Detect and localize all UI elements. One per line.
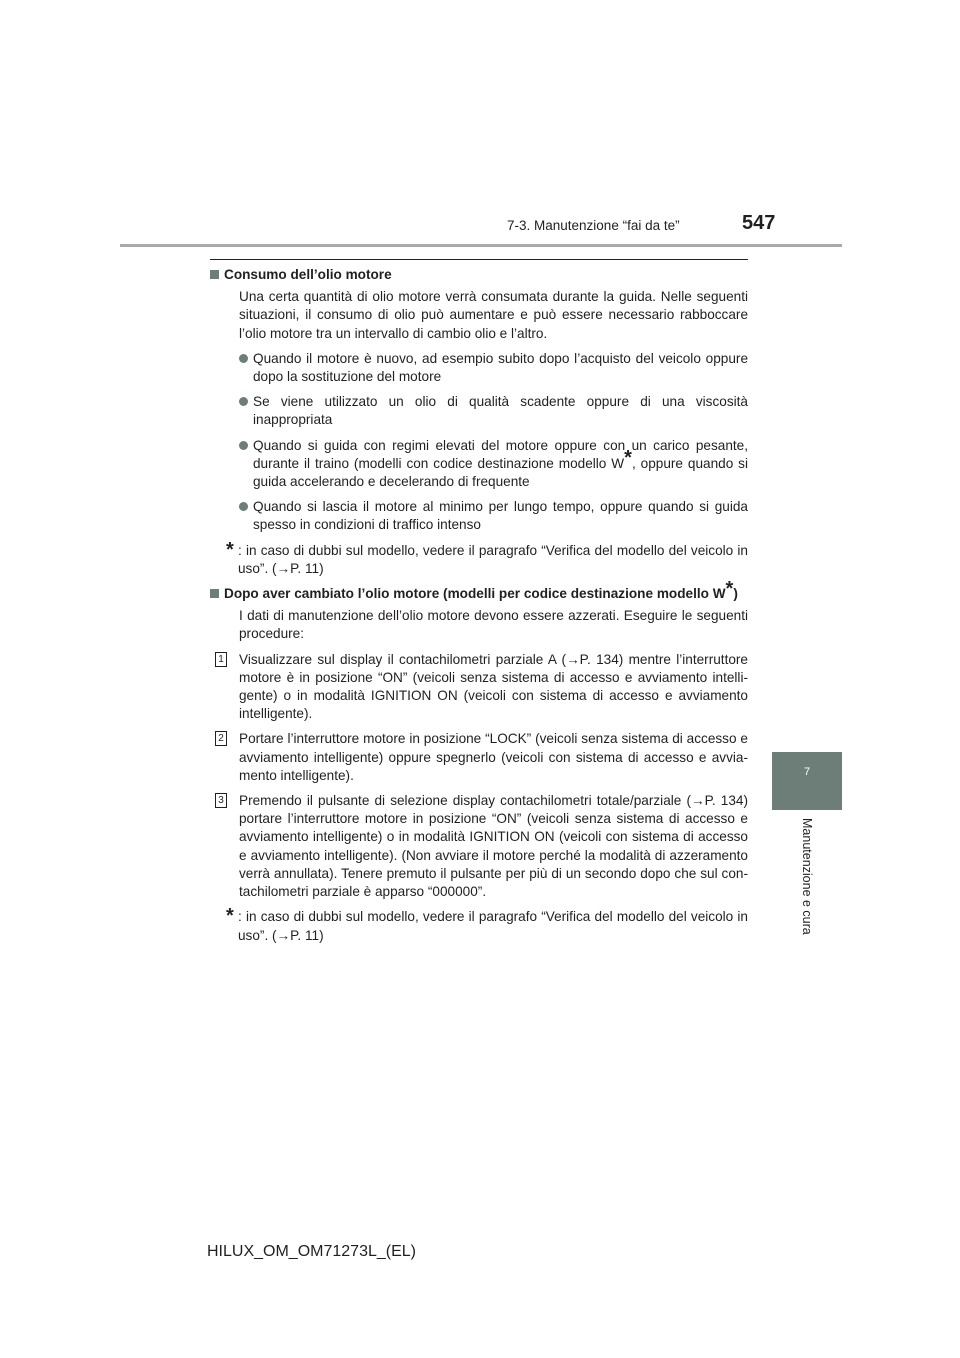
section-heading-text [224,577,738,603]
chapter-number: 7 [803,766,811,778]
list-item [210,393,748,429]
step-number: 1 [215,652,227,667]
section-intro: Una certa quantità di olio motore verrà consumata durante la guida. Nelle seguenti situazioni, il consumo di olio può aumentare e può essere necessario rabboccare l’olio motore tra un intervallo di cambio olio e l’altro. [239,289,748,341]
step-number: 3 [215,793,227,808]
content-divider [210,259,748,260]
step-text: Premendo il pulsante di selezione display contachilometri totale/parziale (→P. 134) portare l’interruttore motore in posizione “ON” (veicoli senza sistema di accesso e avviamento intelligente) o in modalità IGNITION ON (veicoli con sistema di accesso e avviamento intelligente). (Non avviare il motore perché la modalità di azzeramento verrà annullata). Tenere premuto il pulsante per più di un secondo dopo che sul con-tachilometri parziale è apparso “000000”. [239,793,748,900]
footnote-text: : in caso di dubbi sul modello, vedere il paragrafo “Verifica del modello del veicolo in uso”. (→P. 11) [238,542,748,576]
step-text: Portare l’interruttore motore in posizione “LOCK” (veicoli senza sistema di accesso e avviamento intelligente) oppure spegnerlo (veicoli con sistema di accesso e avvia-mento intelligente). [239,731,748,783]
list-item-text: Quando si lascia il motore al minimo per lungo tempo, oppure quando si guida spesso in condizioni di traffico intenso [253,499,748,533]
document-code: HILUX_OM_OM71273L_(EL) [207,1243,416,1260]
list-item [210,350,748,386]
footnote-text: : in caso di dubbi sul modello, vedere il paragrafo “Verifica del modello del veicolo in uso”. (→P. 11) [238,909,748,943]
list-item-text [253,437,748,492]
chapter-label: Manutenzione e cura [800,818,814,935]
header-divider [120,244,842,247]
square-bullet-icon [210,270,219,279]
procedure-step [210,792,748,901]
header-section-title: 7-3. Manutenzione “fai da te” [507,218,680,233]
footnote-asterisk: * [226,905,234,928]
list-item-text: Se viene utilizzato un olio di qualità scadente oppure di una viscosità inappropriata [253,394,748,428]
list-item-text-part: Quando si guida con regimi elevati del motore oppure con un carico pesante, durante il traino (modelli con codice destinazione modello W [253,437,748,471]
page-number: 547 [742,212,776,234]
footnote [210,538,748,578]
asterisk-mark: * [624,447,632,470]
step-text: Visualizzare sul display il contachilometri parziale A (→P. 134) mentre l’interruttore motore è in posizione “ON” (veicoli senza sistema di accesso e avviamento intelli-gente) o in modalità IGNITION ON (veicoli con sistema di accesso e avviamento intelligente). [239,651,748,722]
section-heading [210,266,748,284]
footnote-asterisk: * [226,538,234,561]
round-bullet-icon [239,441,248,450]
section-heading-text-part: Dopo aver cambiato l’olio motore (modelli per codice destinazione modello W [224,586,726,602]
square-bullet-icon [210,589,219,598]
step-number: 2 [215,731,227,746]
list-item [210,498,748,534]
round-bullet-icon [239,502,248,511]
section-heading [210,577,748,603]
procedure-step [210,730,748,785]
asterisk-mark: * [725,577,734,600]
section-heading-text: Consumo dell’olio motore [224,267,392,282]
list-item-text: Quando il motore è nuovo, ad esempio subito dopo l’acquisto del veicolo oppure dopo la sostituzione del motore [253,350,748,385]
list-item-text-tail: , oppure quando si guida accelerando e decelerando di frequente [253,455,748,490]
section-intro: I dati di manutenzione dell’olio motore devono essere azzerati. Eseguire le seguenti procedure: [239,608,748,642]
page-content [210,266,748,945]
round-bullet-icon [239,397,248,406]
section-heading-text-tail: ) [733,586,738,602]
footnote [210,905,748,944]
round-bullet-icon [239,354,248,363]
list-item [210,437,748,492]
procedure-step [210,651,748,724]
chapter-tab [772,752,842,810]
